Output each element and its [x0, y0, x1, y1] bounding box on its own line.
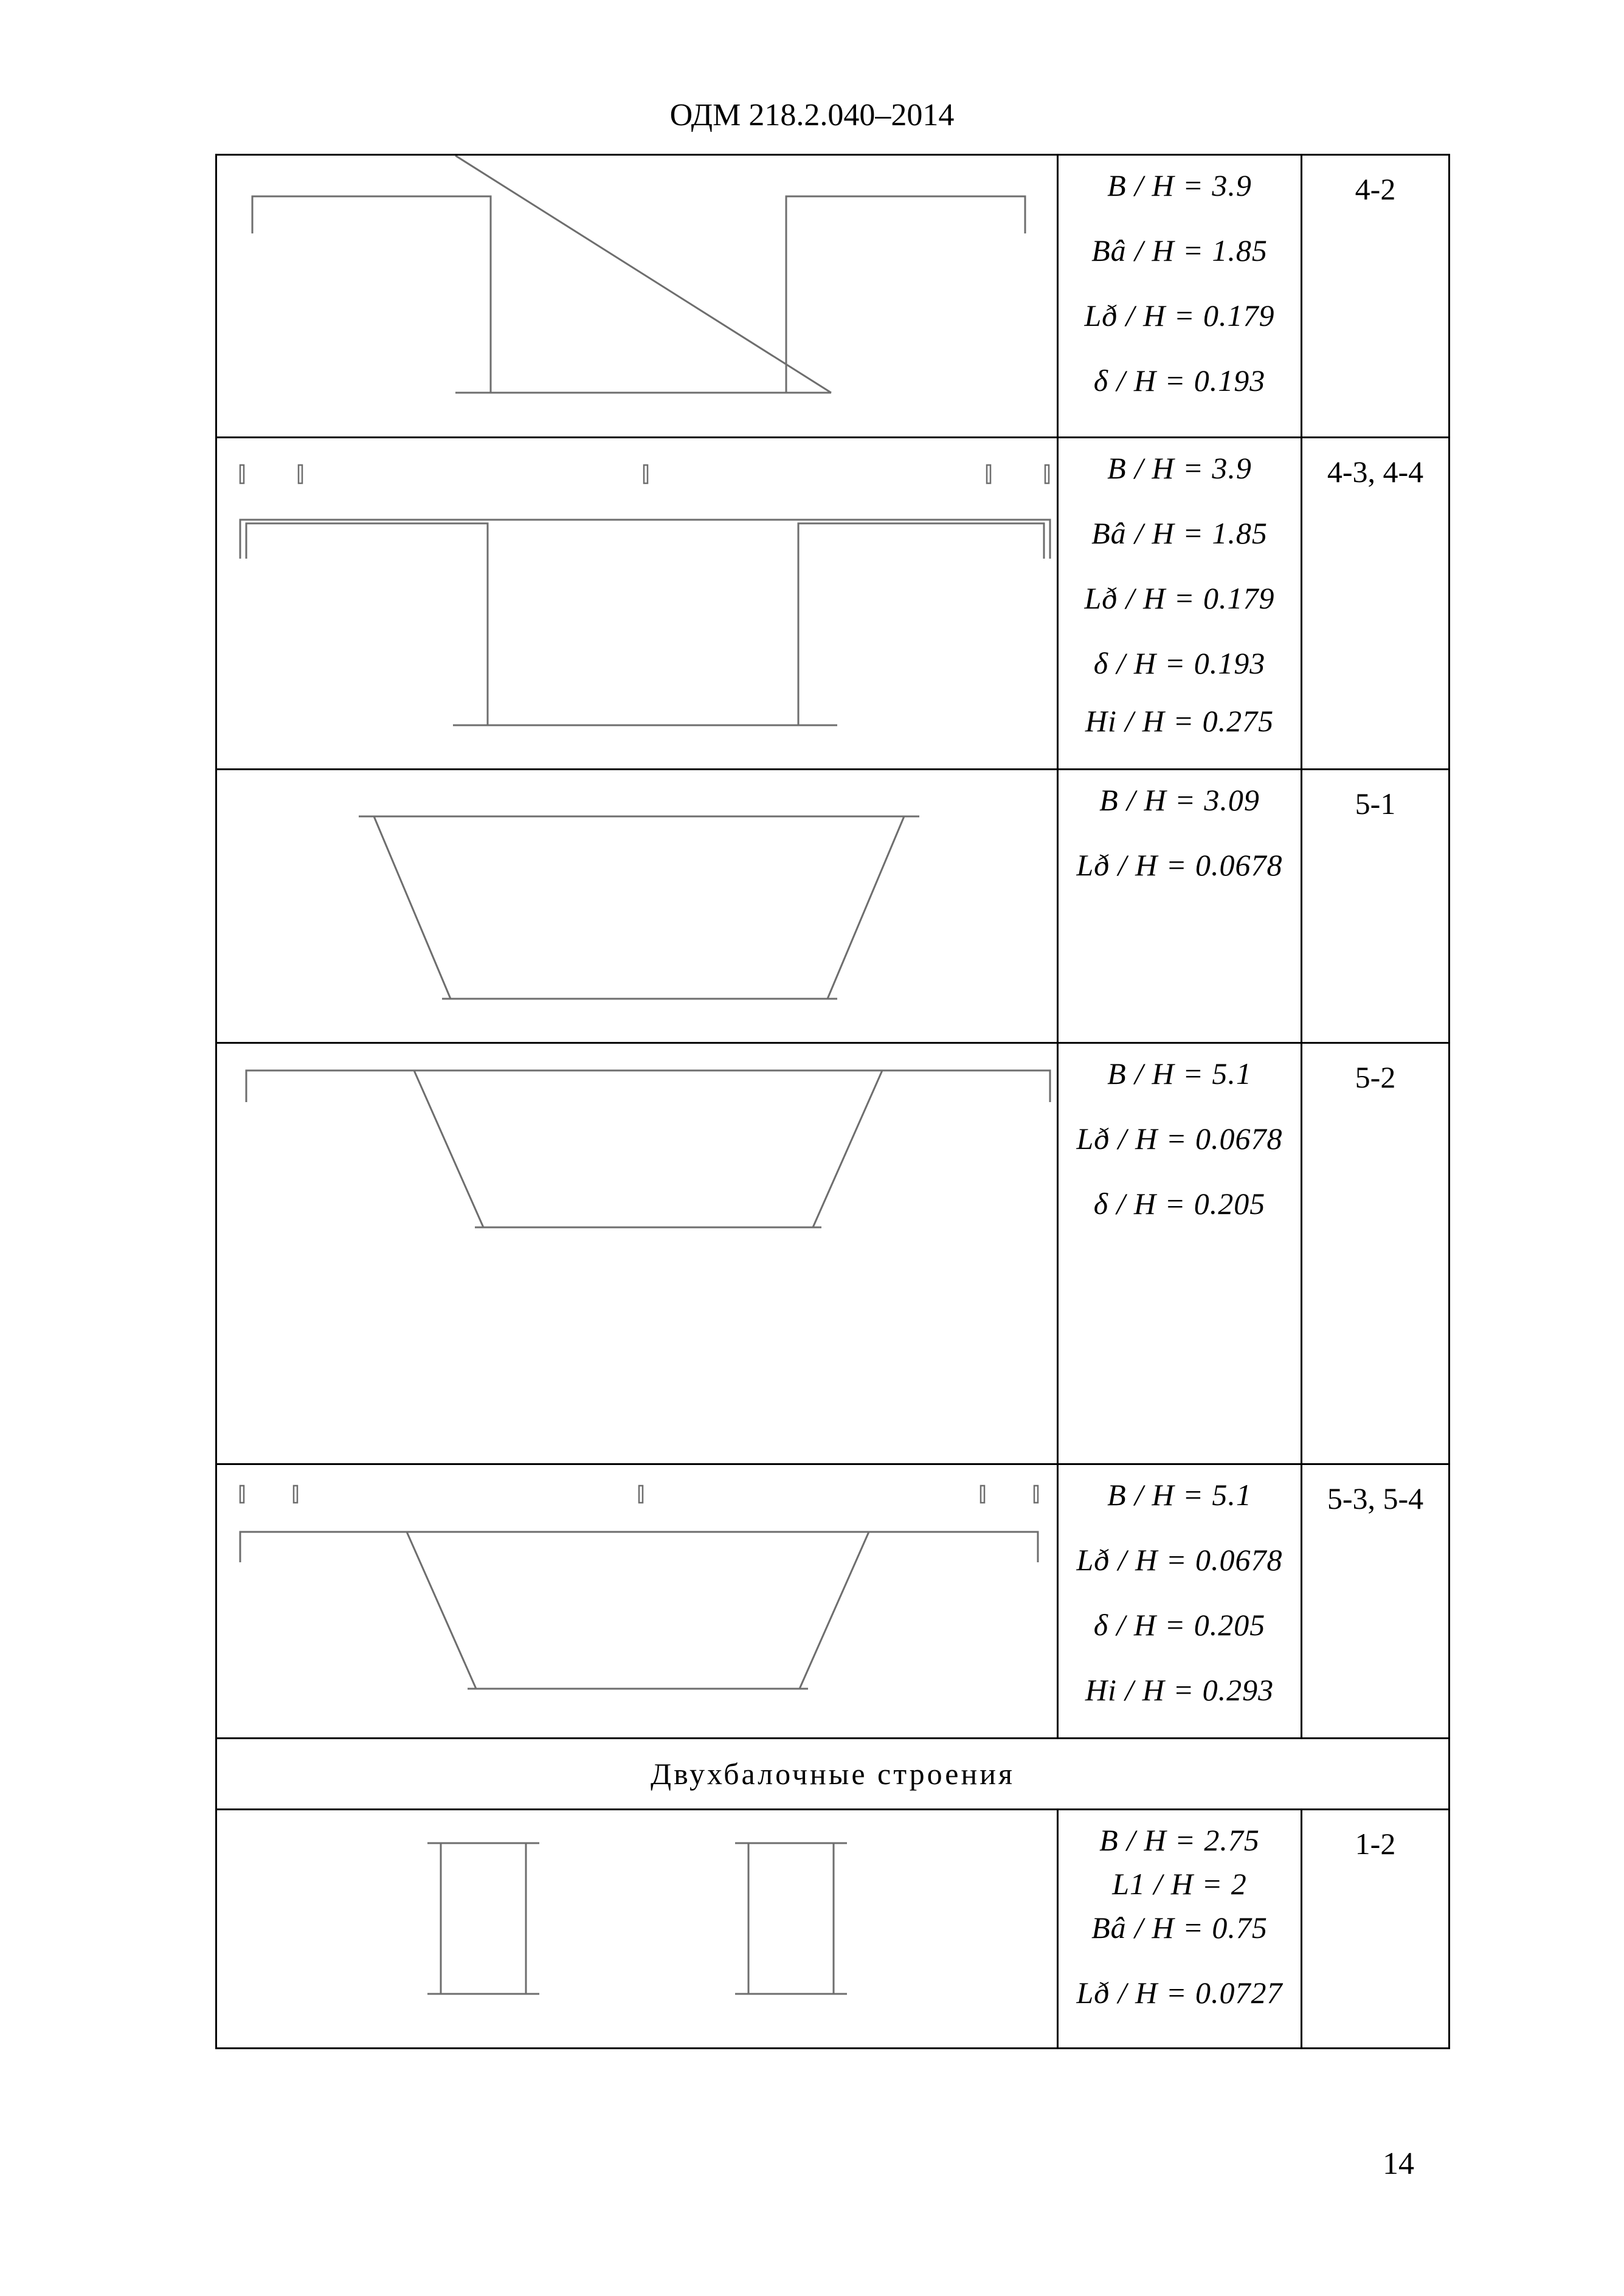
document-header: ОДМ 218.2.040–2014: [669, 98, 955, 133]
section-drawing-cell: [216, 1464, 1058, 1739]
parameters-cell: [1058, 1043, 1302, 1464]
case-number-cell: [1302, 155, 1450, 438]
parameters-cell: [1058, 1810, 1302, 2049]
table-row: [216, 155, 1450, 438]
parameters-cell: [1058, 438, 1302, 770]
param-value: δ / H = 0.193: [1093, 646, 1266, 680]
param-value: Lð / H = 0.179: [1084, 581, 1275, 615]
table-row: [216, 438, 1450, 770]
case-number-cell: [1302, 1810, 1450, 2049]
case-number: 4-2: [1355, 172, 1396, 206]
section-drawing-cell: [216, 1810, 1058, 2049]
param-value: Lð / H = 0.0678: [1076, 1122, 1283, 1156]
param-value: B / H = 3.9: [1107, 168, 1252, 202]
page-number: 14: [1383, 2146, 1414, 2181]
trapezoidal-box-deck-railing-drawing: [217, 1465, 1059, 1726]
box-girder-cantilever-drawing: [217, 156, 1059, 436]
param-value: Bâ / H = 1.85: [1091, 233, 1268, 267]
section-drawing-cell: [216, 155, 1058, 438]
param-value: Hi / H = 0.293: [1085, 1673, 1274, 1707]
parameters-cell: [1058, 155, 1302, 438]
param-value: Bâ / H = 1.85: [1091, 516, 1268, 550]
param-value: Lð / H = 0.0727: [1076, 1976, 1283, 2010]
case-number-cell: [1302, 438, 1450, 770]
parameters-cell: [1058, 1464, 1302, 1739]
case-number: 5-1: [1355, 787, 1396, 821]
parameters-cell: [1058, 770, 1302, 1043]
section-drawing-cell: [216, 438, 1058, 770]
case-number: 4-3, 4-4: [1327, 455, 1424, 489]
param-value: Bâ / H = 0.75: [1091, 1911, 1268, 1945]
param-value: B / H = 5.1: [1107, 1478, 1252, 1512]
param-value: B / H = 3.9: [1107, 451, 1252, 485]
param-value: Lð / H = 0.0678: [1076, 1543, 1283, 1577]
param-value: δ / H = 0.193: [1093, 364, 1266, 398]
case-number-cell: [1302, 770, 1450, 1043]
param-value: δ / H = 0.205: [1093, 1187, 1266, 1221]
param-value: L1 / H = 2: [1112, 1867, 1247, 1901]
table-row: [216, 1464, 1450, 1739]
param-value: B / H = 2.75: [1099, 1823, 1260, 1857]
twin-box-girder-drawing: [217, 1810, 1059, 2047]
section-drawing-cell: [216, 770, 1058, 1043]
section-title: Двухбалочные строения: [216, 1739, 1450, 1810]
param-value: B / H = 3.09: [1099, 783, 1260, 817]
param-value: Lð / H = 0.0678: [1076, 848, 1283, 882]
case-number-cell: [1302, 1464, 1450, 1739]
section-header-row: [216, 1739, 1450, 1810]
case-number: 5-2: [1355, 1060, 1396, 1094]
trapezoidal-box-cantilever-drawing: [217, 1044, 1059, 1463]
table-row: [216, 770, 1450, 1043]
param-value: Hi / H = 0.275: [1085, 704, 1274, 738]
param-value: δ / H = 0.205: [1093, 1608, 1266, 1642]
box-girder-deck-railing-drawing: [217, 438, 1059, 767]
case-number-cell: [1302, 1043, 1450, 1464]
table-row: [216, 1043, 1450, 1464]
case-number: 1-2: [1355, 1827, 1396, 1861]
trapezoidal-box-drawing: [217, 770, 1059, 1042]
cross-section-table: [215, 154, 1450, 2049]
section-drawing-cell: [216, 1043, 1058, 1464]
param-value: Lð / H = 0.179: [1084, 298, 1275, 333]
case-number: 5-3, 5-4: [1327, 1481, 1424, 1515]
table-row: [216, 1810, 1450, 2049]
param-value: B / H = 5.1: [1107, 1057, 1252, 1091]
